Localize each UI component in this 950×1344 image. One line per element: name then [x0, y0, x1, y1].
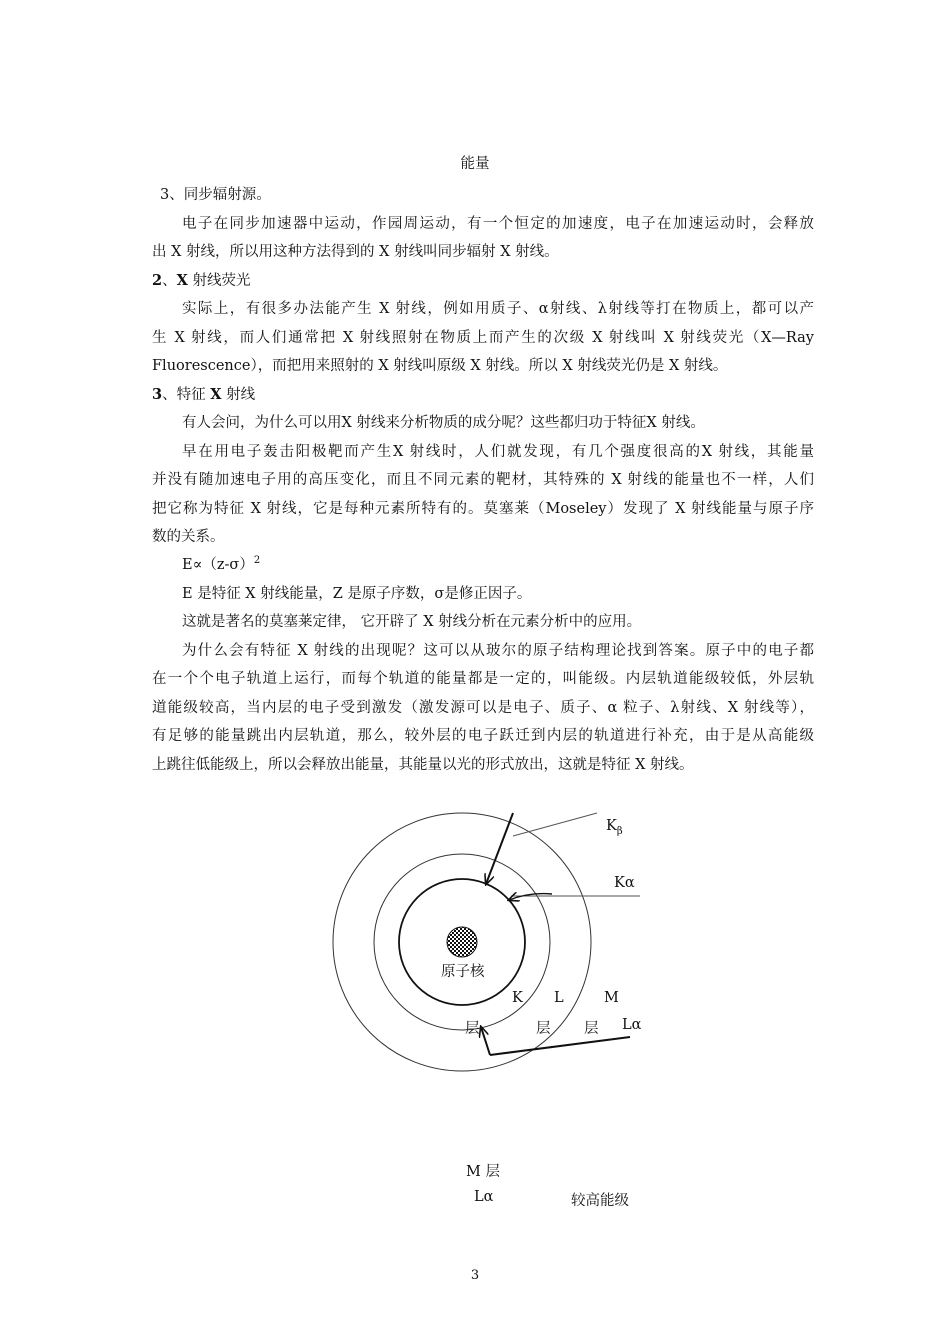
heading-energy: 能量 — [460, 156, 490, 172]
paragraph-line: 这就是著名的莫塞莱定律， 它开辟了 X 射线分析在元素分析中的应用。 — [182, 614, 642, 630]
lalpha-transition-arrow — [481, 1027, 490, 1055]
m-shell-ceng: 层 — [584, 1021, 599, 1037]
section-xrf-heading — [152, 269, 250, 290]
l-shell-letter: L — [554, 990, 564, 1006]
l-shell-ceng: 层 — [536, 1021, 551, 1037]
paragraph-line: 在一个个电子轨道上运行，而每个轨道的能量都是一定的，叫能级。内层轨道能级较低，外层轨 — [152, 671, 814, 687]
formula-base: E∝（z-σ） — [182, 557, 254, 573]
paragraph-line: 上跳往低能级上，所以会释放出能量，其能量以光的形式放出，这就是特征 X 射线。 — [152, 757, 694, 773]
heading-text: 射线荧光 — [187, 273, 251, 289]
atom-diagram-svg — [320, 800, 660, 1100]
higher-level-caption: 较高能级 — [571, 1193, 629, 1209]
section-number: 2 — [152, 272, 163, 289]
heading-separator: 、 — [162, 273, 177, 289]
heading-text: 、特征 — [162, 387, 211, 403]
paragraph-line: 数的关系。 — [152, 529, 225, 545]
paragraph-line: 为什么会有特征 X 射线的出现呢？这可以从玻尔的原子结构理论找到答案。原子中的电子都 — [182, 643, 814, 659]
lalpha-caption: Lα — [474, 1189, 494, 1205]
lalpha-emission-line — [490, 1037, 630, 1055]
paragraph-line: 电子在同步加速器中运动，作园周运动，有一个恒定的加速度，电子在加速运动时，会释放 — [182, 216, 814, 232]
formula-exponent: 2 — [253, 555, 261, 567]
section-characteristic-heading — [152, 383, 255, 404]
kbeta-emission-line — [513, 813, 597, 836]
kbeta-label — [606, 818, 623, 837]
paragraph-line: 早在用电子轰击阳极靶而产生X 射线时，人们就发现，有几个强度很高的X 射线，其能量 — [182, 444, 814, 460]
paragraph-line: 把它称为特征 X 射线，它是每种元素所特有的。莫塞莱（Moseley）发现了 X 射线能量与原子序 — [152, 501, 814, 517]
heading-x: X — [176, 272, 188, 289]
m-shell-letter: M — [604, 990, 619, 1006]
paragraph-line: E 是特征 X 射线能量，Z 是原子序数，σ是修正因子。 — [182, 586, 532, 602]
kalpha-transition-arrow — [509, 894, 552, 900]
paragraph-line: 道能级较高，当内层的电子受到激发（激发源可以是电子、质子、α 粒子、λ射线、X 射线等）， — [152, 700, 814, 716]
paragraph-line: 并没有随加速电子用的高压变化，而且不同元素的靶材，其特殊的 X 射线的能量也不一样，人们 — [152, 472, 814, 488]
kbeta-sub: β — [616, 825, 623, 837]
paragraph-line: Fluorescence），而把用来照射的 X 射线叫原级 X 射线。所以 X 射线荧光仍是 X 射线。 — [152, 358, 728, 374]
kbeta-base: K — [606, 818, 617, 834]
moseley-formula — [182, 553, 260, 574]
atom-shell-diagram — [320, 800, 660, 1100]
paragraph-line: 有人会问，为什么可以用X 射线来分析物质的成分呢？这些都归功于特征X 射线。 — [182, 415, 705, 431]
kbeta-transition-arrow — [486, 813, 513, 884]
kalpha-label: Kα — [614, 875, 635, 891]
paragraph-line: 实际上，有很多办法能产生 X 射线，例如用质子、α射线、λ射线等打在物质上，都可以产 — [182, 301, 814, 317]
k-shell-ceng: 层 — [465, 1021, 480, 1037]
nucleus — [447, 927, 477, 957]
section-number: 3 — [152, 386, 163, 403]
page-number: 3 — [470, 1268, 480, 1283]
lalpha-label: Lα — [622, 1017, 642, 1033]
heading-text: 射线 — [221, 387, 256, 403]
nucleus-label: 原子核 — [441, 964, 485, 980]
m-layer-caption: M 层 — [466, 1164, 500, 1180]
paragraph-line: 生 X 射线，而人们通常把 X 射线照射在物质上而产生的次级 X 射线叫 X 射线荧光（X—Ray — [152, 330, 814, 346]
section-synchrotron-heading: 3、同步辐射源。 — [160, 187, 271, 203]
heading-x: X — [210, 386, 222, 403]
paragraph-line: 有足够的能量跳出内层轨道，那么，较外层的电子跃迁到内层的轨道进行补充，由于是从高能级 — [152, 728, 814, 744]
k-shell-letter: K — [512, 990, 523, 1006]
paragraph-line: 出 X 射线，所以用这种方法得到的 X 射线叫同步辐射 X 射线。 — [152, 244, 559, 260]
